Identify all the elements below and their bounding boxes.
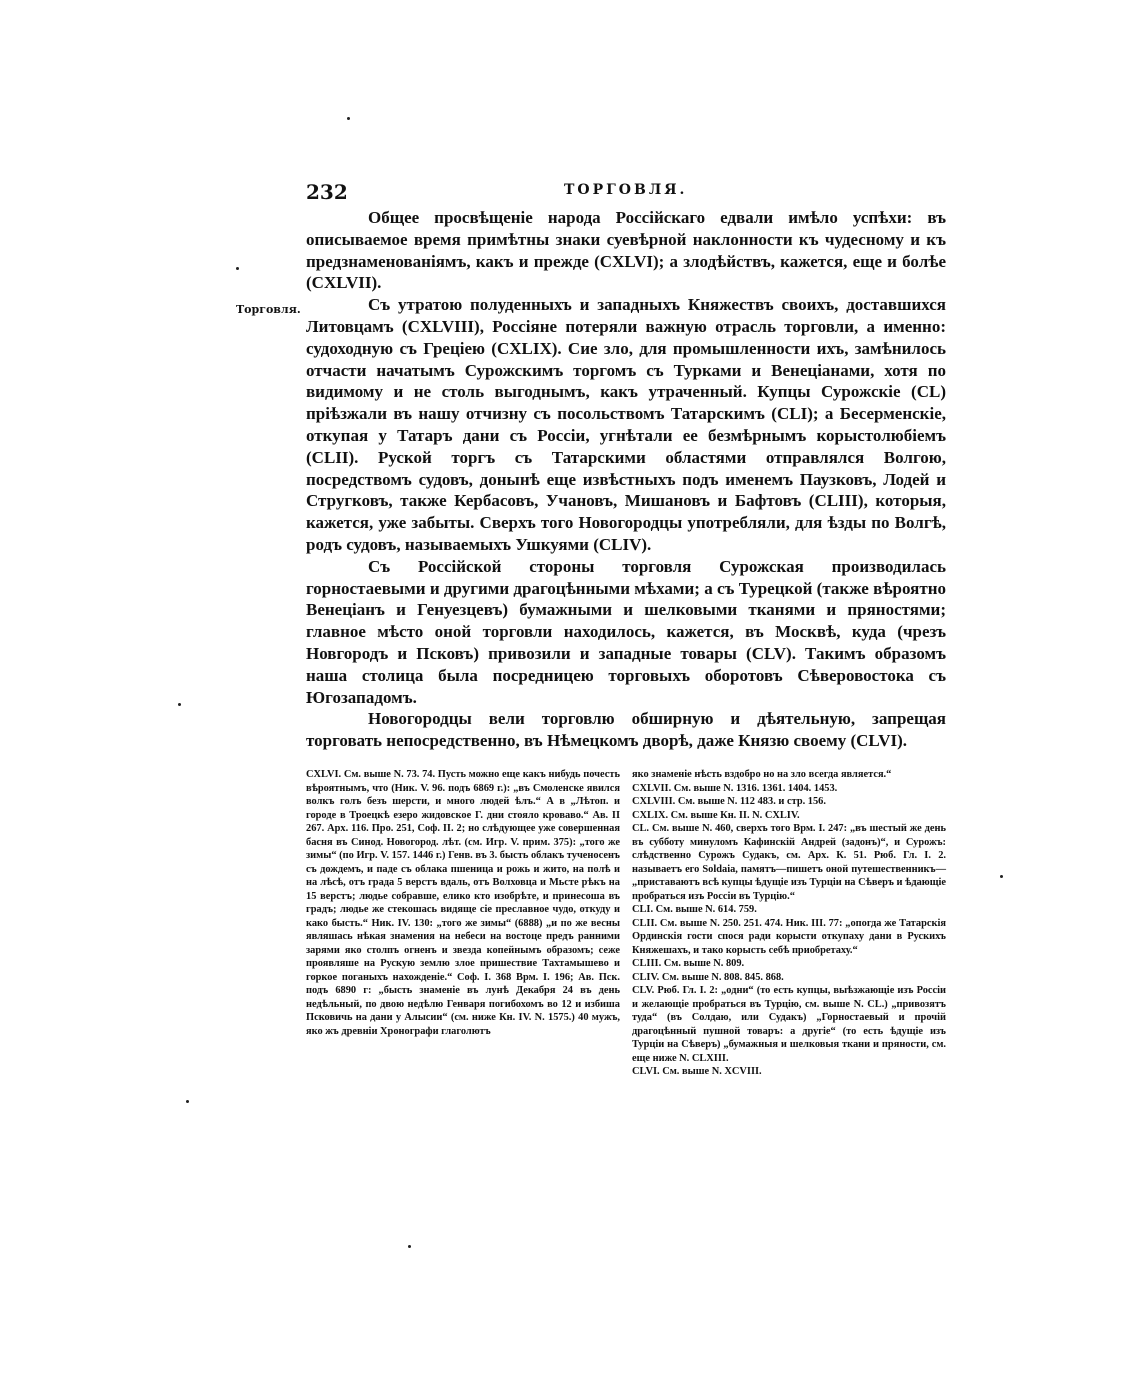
page-number: 232	[306, 180, 348, 204]
footnote: CLIII. См. выше N. 809.	[632, 958, 745, 969]
footnote: CXLVIII. См. выше N. 112 483. и стр. 156.	[632, 796, 826, 807]
scan-speck	[408, 1245, 411, 1248]
footnote: CXLVI. См. выше N. 73. 74. Пусть можно еще какъ нибудь почесть вѣроятнымъ, что (Ник. V. 96. подъ 6869 г.): „въ Смоленске явился волкъ голъ безъ шерсти, и много людей ѣлъ.“ А в „Лѣтоп. и городе в Троецкѣ езеро жидовское Г. дни стояло кроваво.“ Ав. II 267. Арх. 116. Про. 251, Соф. II. 2; но слѣдующее уже совершенная басня въ Синод. Новогород. лѣт. (см. Игр. V. прим. 375): „того же зимы“ (по Игр. V. 157. 1446 г.) Генв. въ 3. бысть облакъ тученосенъ съ дождемъ, и паде съ облака пшеница и рожь и жито, на полѣ и на лѣсѣ, отъ града 5 верстъ вдаль, отъ Волховца и Мьсте рѣкъ на 15 верстъ; людье собравше, елико кто изобрѣте, и принесоша въ градъ; людье же стекошась видяще сіе преславное чудо, откуду и како бысть.“ Ник. IV. 130: „того же зимы“ (6888) „и по же весны являшась нѣкая знамения на небеси на востоце предъ ранними зарями яко столпъ огненъ и звезда копейнымъ образомъ; сеже проявляше на Рускую землю злое пришествие Тахтамышево и горкое поганыхъ нахожденіе.“ Соф. I. 368 Врм. I. 196; Ав. Пск. подъ 6890 г: „бысть знаменіе въ лунѣ Декабря 24 въ день недѣльный, по двою недѣлю Генваря погибохомъ во 12 и избиша Псковичь на дани у Алысии“ (см. ниже Кн. IV. N. 1575.) 40 мужъ, яко жъ древнiи Хронографи глаголютъ	[306, 769, 620, 1037]
scan-speck	[1000, 875, 1003, 878]
footnote: CLV. Рюб. Гл. I. 2: „одни“ (то есть купцы, выѣзжающіе изъ Россіи и желающіе пробраться въ Турцію, см. выше N. CL.) „привозятъ туда“ (въ Солдаю, или Судакъ) „Горностаевый и прочій драгоцѣнный пушной товаръ: а другіе“ (то есть ѣдущіе изъ Турціи на Сѣверъ) „бумажныя и шелковыя ткани и пряности, см. еще ниже N. CLXIII.	[632, 985, 946, 1064]
footnote: CL. См. выше N. 460, сверхъ того Врм. I. 247: „въ шестый же день въ субботу минуломъ Кафинскій Андрей (задонъ)“, и Сурожъ: слѣдственно Сурожъ Судакъ, см. Арх. К. 51. Рюб. Гл. I. 2. называетъ его Soldaia, памятъ—пишетъ оной путешественникъ—„приставаютъ всѣ купцы ѣдущіе изъ Турціи на Сѣверъ и ѣдающіе пробраться изъ Россіи въ Турцію.“	[632, 823, 946, 902]
footnote: CXLVII. См. выше N. 1316. 1361. 1404. 1453.	[632, 782, 838, 794]
footnotes-left-column	[306, 768, 620, 1079]
footnote: CLVI. См. выше N. XCVIII.	[632, 1066, 762, 1077]
footnote: CLII. См. выше N. 250. 251. 474. Ник. III. 77: „опогда же Татарскія Ординскія гости спося ради корысти откупаху дани в Рускихъ Княжешахъ, и тако корысть себѣ приобретаху.“	[632, 917, 946, 956]
margin-note: Торговля.	[236, 303, 301, 316]
running-title: ТОРГОВЛЯ.	[564, 182, 688, 198]
scan-speck	[178, 703, 181, 706]
main-text	[306, 207, 946, 752]
paragraph: Съ утратою полуденныхъ и западныхъ Княжествъ своихъ, доставшихся Литовцамъ (CXLVIII), Россіяне потеряли важную отрасль торговли, а именно: судоходную съ Греціею (CXLIX). Сие зло, для промышленности ихъ, замѣнилось отчасти начатымъ Сурожскимъ торгомъ съ Турками и Венеціанами, хотя по видимому и не столь выгоднымъ, какъ утраченный. Купцы Сурожскіе (CL) пріѣзжали въ нашу отчизну съ посольствомъ Татарскимъ (CLI); а Бесерменскіе, откупая у Татаръ дани съ Россіи, угнѣтали ее безмѣрнымъ корыстолюбіемъ (CLII). Руской торгъ съ Татарскими областями отправлялся Волгою, посредствомъ судовъ, донынѣ еще извѣстныхъ подъ именемъ Паузковъ, Лодей и Стругковъ, также Кербасовъ, Учановъ, Мишановъ и Бафтовъ (CLIII), которыя, кажется, уже забыты. Сверхъ того Новогородцы употребляли, для ѣзды по Волгѣ, родъ судовъ, называемыхъ Ушкуями (CLIV).	[306, 295, 946, 554]
footnotes-right-column	[632, 768, 946, 1079]
footnote: CLI. См. выше N. 614. 759.	[632, 904, 757, 915]
paragraph: Съ Россійской стороны торговля Сурожская производилась горностаевыми и другими драгоцѣнными мѣхами; а съ Турецкой (также вѣроятно Венеціанъ и Генуезцевъ) бумажными и шелковыми тканями и пряностями; главное мѣсто оной торговли находилось, кажется, въ Москвѣ, куда (чрезъ Новгородъ и Псковъ) привозили и западные товары (CLV). Такимъ образомъ наша столица была посредницею торговыхъ оборотовъ Сѣверовостока съ Югозападомъ.	[306, 556, 946, 707]
page-header	[306, 180, 946, 210]
paragraph: Общее просвѣщеніе народа Россійскаго едвали имѣло успѣхи: въ описываемое время примѣтны знаки суевѣрной наклонности къ чудесному и къ предзнаменованіямъ, какъ и прежде (CXLVI); а злодѣйствъ, кажется, еще и болѣе (CXLVII).	[306, 208, 946, 293]
footnote: CLIV. См. выше N. 808. 845. 868.	[632, 971, 784, 983]
footnote: яко знаменіе нѣсть вздобро но на зло всегда является.“	[632, 769, 892, 780]
scan-speck	[186, 1100, 189, 1103]
paragraph: Новогородцы вели торговлю обширную и дѣятельную, запрещая торговать непосредственно, въ Нѣмецкомъ дворѣ, даже Князю своему (CLVI).	[306, 709, 946, 751]
scan-speck	[347, 117, 350, 120]
footnotes	[306, 768, 946, 1079]
scan-speck	[236, 267, 239, 270]
footnote: CXLIX. См. выше Кн. II. N. CXLIV.	[632, 809, 800, 821]
